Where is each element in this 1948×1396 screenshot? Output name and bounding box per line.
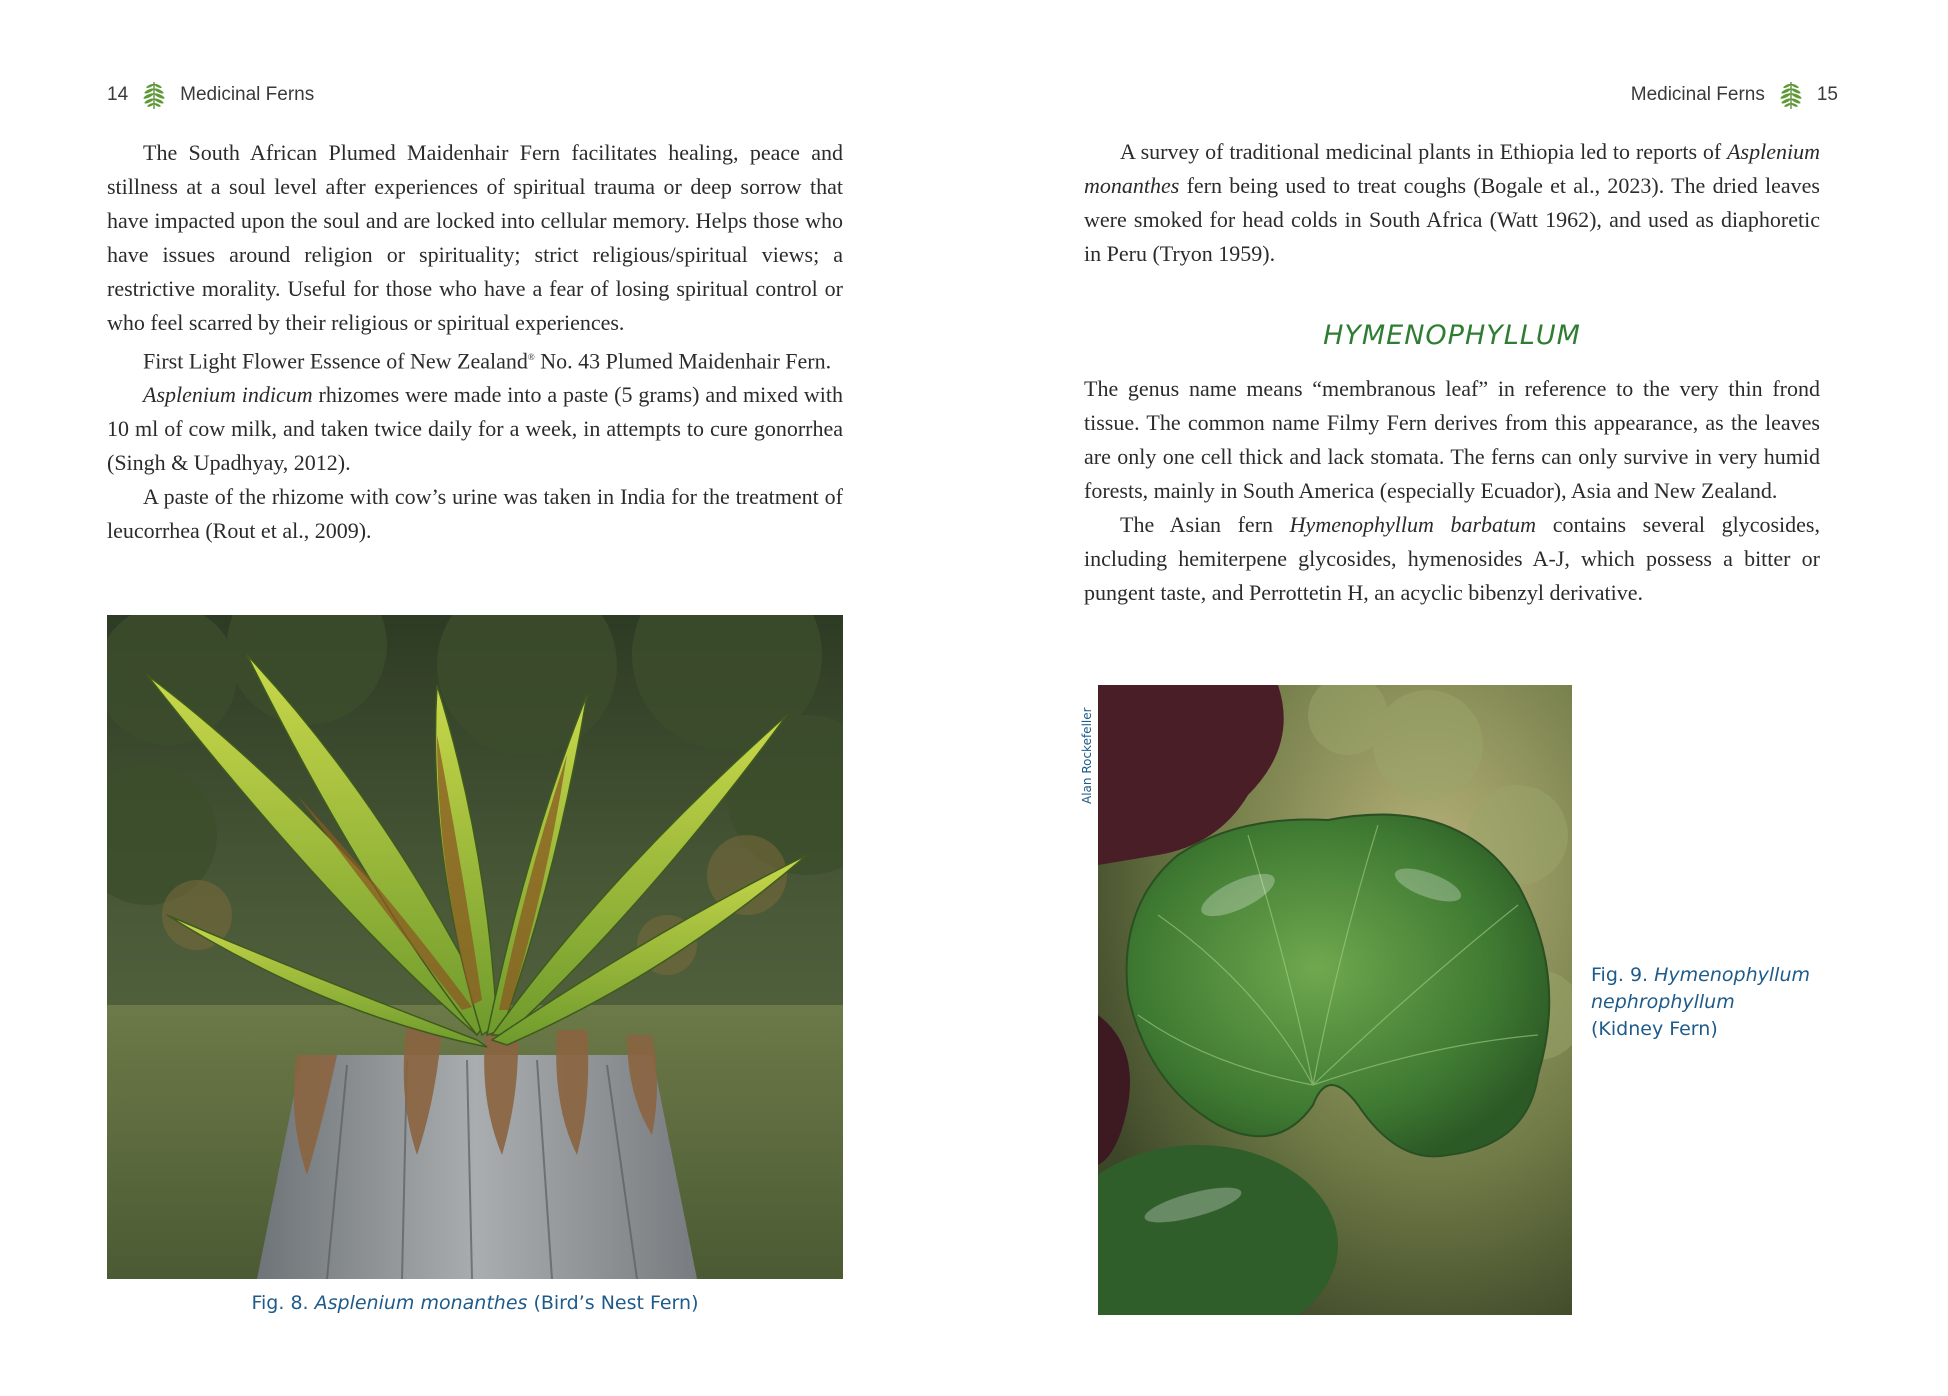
birds-nest-fern-image xyxy=(107,615,843,1279)
figure-9-genus: Hymenophyllum xyxy=(1654,964,1810,986)
page-number-left: 14 xyxy=(107,84,129,105)
figure-9-common-name: (Kidney Fern) xyxy=(1591,1018,1718,1040)
asian-fern-text-end: contains several glycosides, including hemiterpene glycosides, hymenosides A-J, which possess a bitter or pungent taste, and Perrottetin H, an acyclic bibenzyl derivative. xyxy=(1084,512,1820,605)
ethiopia-text-start: A survey of traditional medicinal plants in Ethiopia led to reports of xyxy=(1120,139,1728,164)
running-title-left: Medicinal Ferns xyxy=(180,84,315,105)
paragraph-genus-name: The genus name means “membranous leaf” in reference to the very thin frond tissue. The common name Filmy Fern derives from this appearance, as the leaves are only one cell thick and lack stomata. The ferns can only survive in very humid forests, mainly in South America (especially Ecuador), Asia and New Zealand. xyxy=(1084,376,1820,503)
kidney-fern-photo xyxy=(1098,685,1572,1315)
figure-9-caption xyxy=(1591,962,1851,1043)
figure-9-line-2 xyxy=(1591,989,1851,1016)
running-head-right xyxy=(1631,80,1838,110)
ethiopia-text-end: fern being used to treat coughs (Bogale et al., 2023). The dried leaves were smoked for head colds in South Africa (Watt 1962), and used as diaphoretic in Peru (Tryon 1959). xyxy=(1084,173,1820,266)
page-number-right: 15 xyxy=(1816,84,1838,105)
right-intro-text xyxy=(1084,135,1820,271)
paragraph-ethiopia-survey xyxy=(1084,135,1820,271)
asian-fern-text-start: The Asian fern xyxy=(1120,512,1290,537)
paragraph-flower-essence xyxy=(107,340,843,378)
flower-essence-text: First Light Flower Essence of New Zealand xyxy=(143,348,528,374)
paragraph-maidenhair-healing: The South African Plumed Maidenhair Fern facilitates healing, peace and stillness at a soul level after experiences of spiritual trauma or deep sorrow that have impacted upon the soul and are locked into cellular memory. Helps those who have issues around religion or spirituality; strict religious/spiritual views; a restrictive morality. Useful for those who have a fear of losing spiritual control or who feel scarred by their religious or spiritual experiences. xyxy=(107,140,843,335)
figure-8-label: Fig. 8. xyxy=(251,1292,315,1314)
running-title-right: Medicinal Ferns xyxy=(1630,84,1765,105)
fern-frond-icon xyxy=(142,80,166,110)
figure-9-species: nephrophyllum xyxy=(1591,991,1735,1013)
section-heading-hymenophyllum: HYMENOPHYLLUM xyxy=(1323,320,1581,351)
figure-8-common-name: (Bird’s Nest Fern) xyxy=(527,1292,699,1314)
paragraph-rhizome-paste: A paste of the rhizome with cow’s urine was taken in India for the treatment of leucorrhea (Rout et al., 2009). xyxy=(107,484,843,544)
photo-credit: Alan Rockefeller xyxy=(1080,707,1094,804)
species-name-italic: Hymenophyllum barbatum xyxy=(1289,512,1537,537)
fern-frond-icon xyxy=(1779,80,1803,110)
figure-8-caption xyxy=(107,1292,843,1314)
species-name-italic: Asplenium monanthes xyxy=(1084,139,1820,198)
left-body-text xyxy=(107,136,843,548)
right-page xyxy=(974,0,1948,1396)
registered-mark: ® xyxy=(527,352,535,362)
figure-8-species: Asplenium monanthes xyxy=(314,1292,528,1314)
paragraph-asian-fern xyxy=(1084,508,1820,610)
birds-nest-fern-photo xyxy=(107,615,843,1279)
flower-essence-number: No. 43 Plumed Maidenhair Fern. xyxy=(534,348,832,374)
kidney-fern-image xyxy=(1098,685,1572,1315)
figure-9-line-1 xyxy=(1591,962,1851,989)
right-body-text xyxy=(1084,372,1820,610)
asplenium-indicum-text: rhizomes were made into a paste (5 grams) and mixed with 10 ml of cow milk, and taken twice daily for a week, in attempts to cure gonorrhea (Singh & Upadhyay, 2012). xyxy=(107,382,843,476)
paragraph-asplenium-indicum xyxy=(107,378,843,480)
species-name-italic: Asplenium indicum xyxy=(143,382,313,408)
running-head-left xyxy=(107,80,314,110)
figure-9-label: Fig. 9. xyxy=(1591,964,1655,986)
